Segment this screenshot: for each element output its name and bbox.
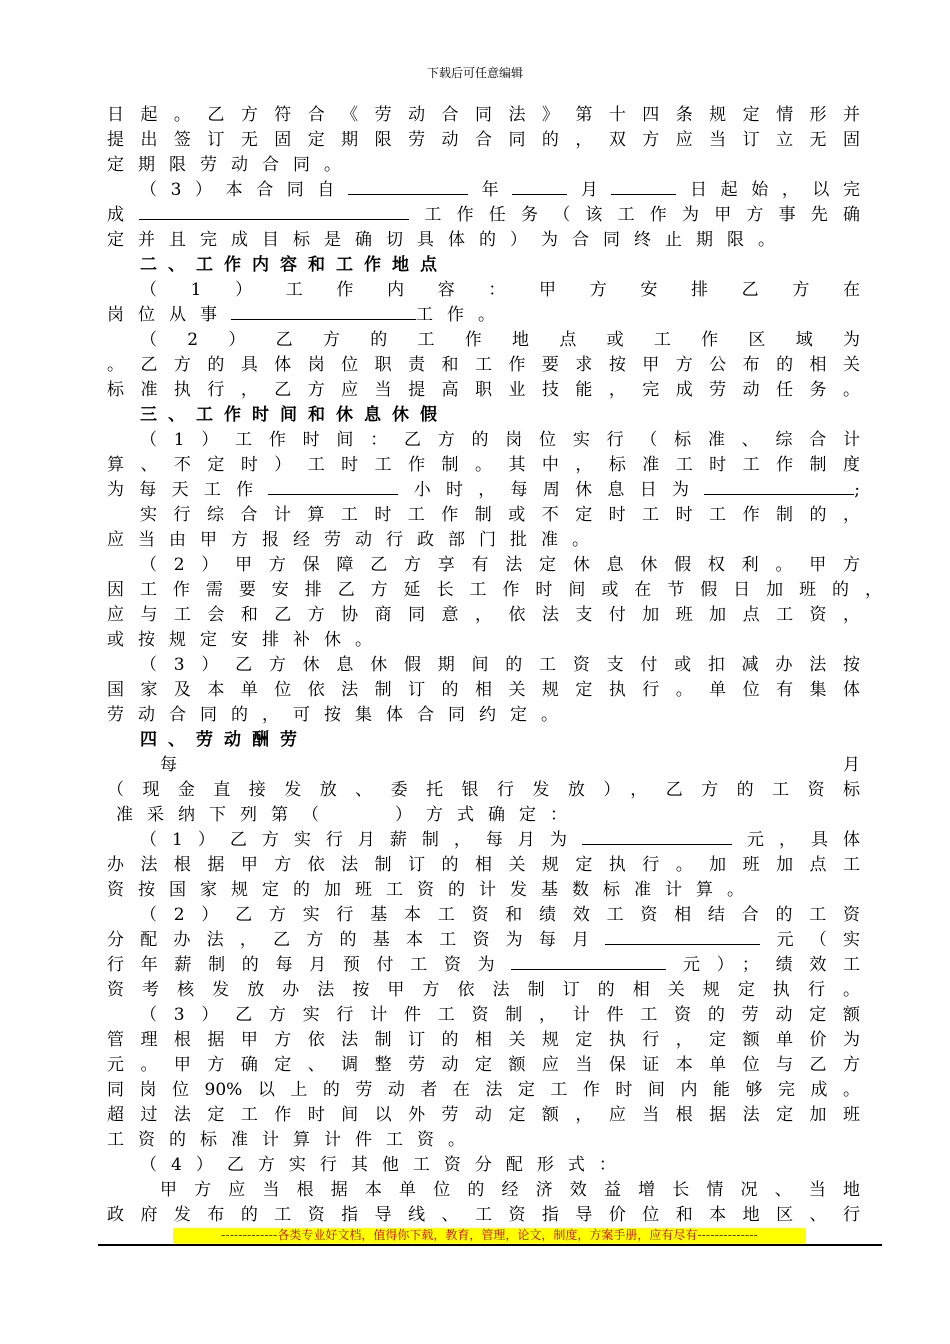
text-line: 日起。乙方符合《劳动合同法》第十四条规定情形并 (107, 105, 860, 125)
text-line: （2）乙方实行基本工资和绩效工资相结合的工资 (140, 905, 860, 925)
text-line: 准采纳下列第（ ）方式确定： (116, 805, 581, 825)
text-line: 应与工会和乙方协商同意，依法支付加班加点工资， (107, 605, 860, 625)
text-line: （现金直接发放、委托银行发放），乙方的工资标 (107, 780, 860, 800)
text-line: （2）乙方的工作地点或工作区域为 (140, 330, 860, 350)
text-line: 办法根据甲方依法制订的相关规定执行。加班加点工 (107, 855, 860, 875)
text-line: 岗位从事 工作。 (107, 305, 509, 325)
text-line: 标准执行，乙方应当提高职业技能，完成劳动任务。 (107, 380, 860, 400)
section-heading: 三、工作时间和休息休假 (140, 405, 448, 425)
footer-divider (98, 1244, 882, 1246)
text-line: 为每天工作 小时，每周休息日为 ; (107, 480, 860, 500)
text-line: 定期限劳动合同。 (107, 155, 355, 175)
text-line: 超过法定工作时间以外劳动定额，应当根据法定加班 (107, 1105, 860, 1125)
text-line: （3）乙方实行计件工资制，计件工资的劳动定额 (140, 1005, 860, 1025)
text-line: 。乙方的具体岗位职责和工作要求按甲方公布的相关 (107, 355, 860, 375)
text-line: 工资的标准计算计件工资。 (107, 1130, 479, 1150)
text-line: 提出签订无固定期限劳动合同的，双方应当订立无固 (107, 130, 860, 150)
section-heading: 二、工作内容和工作地点 (140, 255, 448, 275)
text-line: 应当由甲方报经劳动行政部门批准。 (107, 530, 603, 550)
footer-banner: -------------各类专业好文档，值得你下载，教育，管理，论文，制度，方案手册，应有尽有-------------- (173, 1228, 806, 1243)
text-line: 资按国家规定的加班工资的计发基数标准计算。 (107, 880, 758, 900)
fill-blank (512, 178, 567, 195)
text-line: 行年薪制的每月预付工资为 元）；绩效工 (107, 955, 861, 975)
text-line: （3）本合同自 年 月 日起始，以完 (140, 180, 861, 200)
fill-blank (582, 828, 732, 845)
text-line: 管理根据甲方依法制订的相关规定执行，定额单价为 (107, 1030, 860, 1050)
text-line: 或按规定安排补休。 (107, 630, 386, 650)
text-line: 因工作需要安排乙方延长工作时间或在节假日加班的， (107, 580, 882, 600)
fill-blank (139, 203, 409, 220)
text-line: 劳动合同的，可按集体合同约定。 (107, 705, 572, 725)
fill-blank (511, 953, 666, 970)
text-line: 甲方应当根据本单位的经济效益增长情况、当地 (160, 1180, 860, 1200)
page-header: 下载后可任意编辑 (426, 66, 523, 80)
text-line: 分配办法，乙方的基本工资为每月 元（实 (107, 930, 861, 950)
text-line: 成 工作任务（该工作为甲方事先确 (107, 205, 861, 225)
fill-blank (231, 303, 416, 320)
text-line: （1）工作内容：甲方安排乙方在 (140, 280, 860, 300)
fill-blank (268, 478, 398, 495)
fill-blank (704, 478, 854, 495)
text-line: 算、不定时）工时工作制。其中，标准工时工作制度 (107, 455, 860, 475)
fill-blank (611, 178, 676, 195)
text-line: （3）乙方休息休假期间的工资支付或扣减办法按 (140, 655, 860, 675)
text-line: 元。甲方确定、调整劳动定额应当保证本单位与乙方 (107, 1055, 860, 1075)
text-line: （2）甲方保障乙方享有法定休息休假权利。甲方 (140, 555, 860, 575)
text-line: 实行综合计算工时工作制或不定时工时工作制的， (140, 505, 860, 525)
text-line: 资考核发放办法按甲方依法制订的相关规定执行。 (107, 980, 860, 1000)
text-line: 政府发布的工资指导线、工资指导价位和本地区、行 (107, 1205, 860, 1225)
text-line: 定并且完成目标是确切具体的）为合同终止期限。 (107, 230, 789, 250)
fill-blank (348, 178, 468, 195)
fill-blank (605, 928, 760, 945)
text-line: 同岗位90%以上的劳动者在法定工作时间内能够完成。 (107, 1080, 860, 1100)
section-heading: 四、劳动酬劳 (140, 730, 308, 750)
text-line: 每月 (160, 755, 860, 775)
text-line: （1）工作时间：乙方的岗位实行（标准、综合计 (140, 430, 860, 450)
text-line: （4）乙方实行其他工资分配形式： (140, 1155, 630, 1175)
text-line: （1）乙方实行月薪制，每月为 元，具体 (140, 830, 860, 850)
text-line: 国家及本单位依法制订的相关规定执行。单位有集体 (107, 680, 860, 700)
